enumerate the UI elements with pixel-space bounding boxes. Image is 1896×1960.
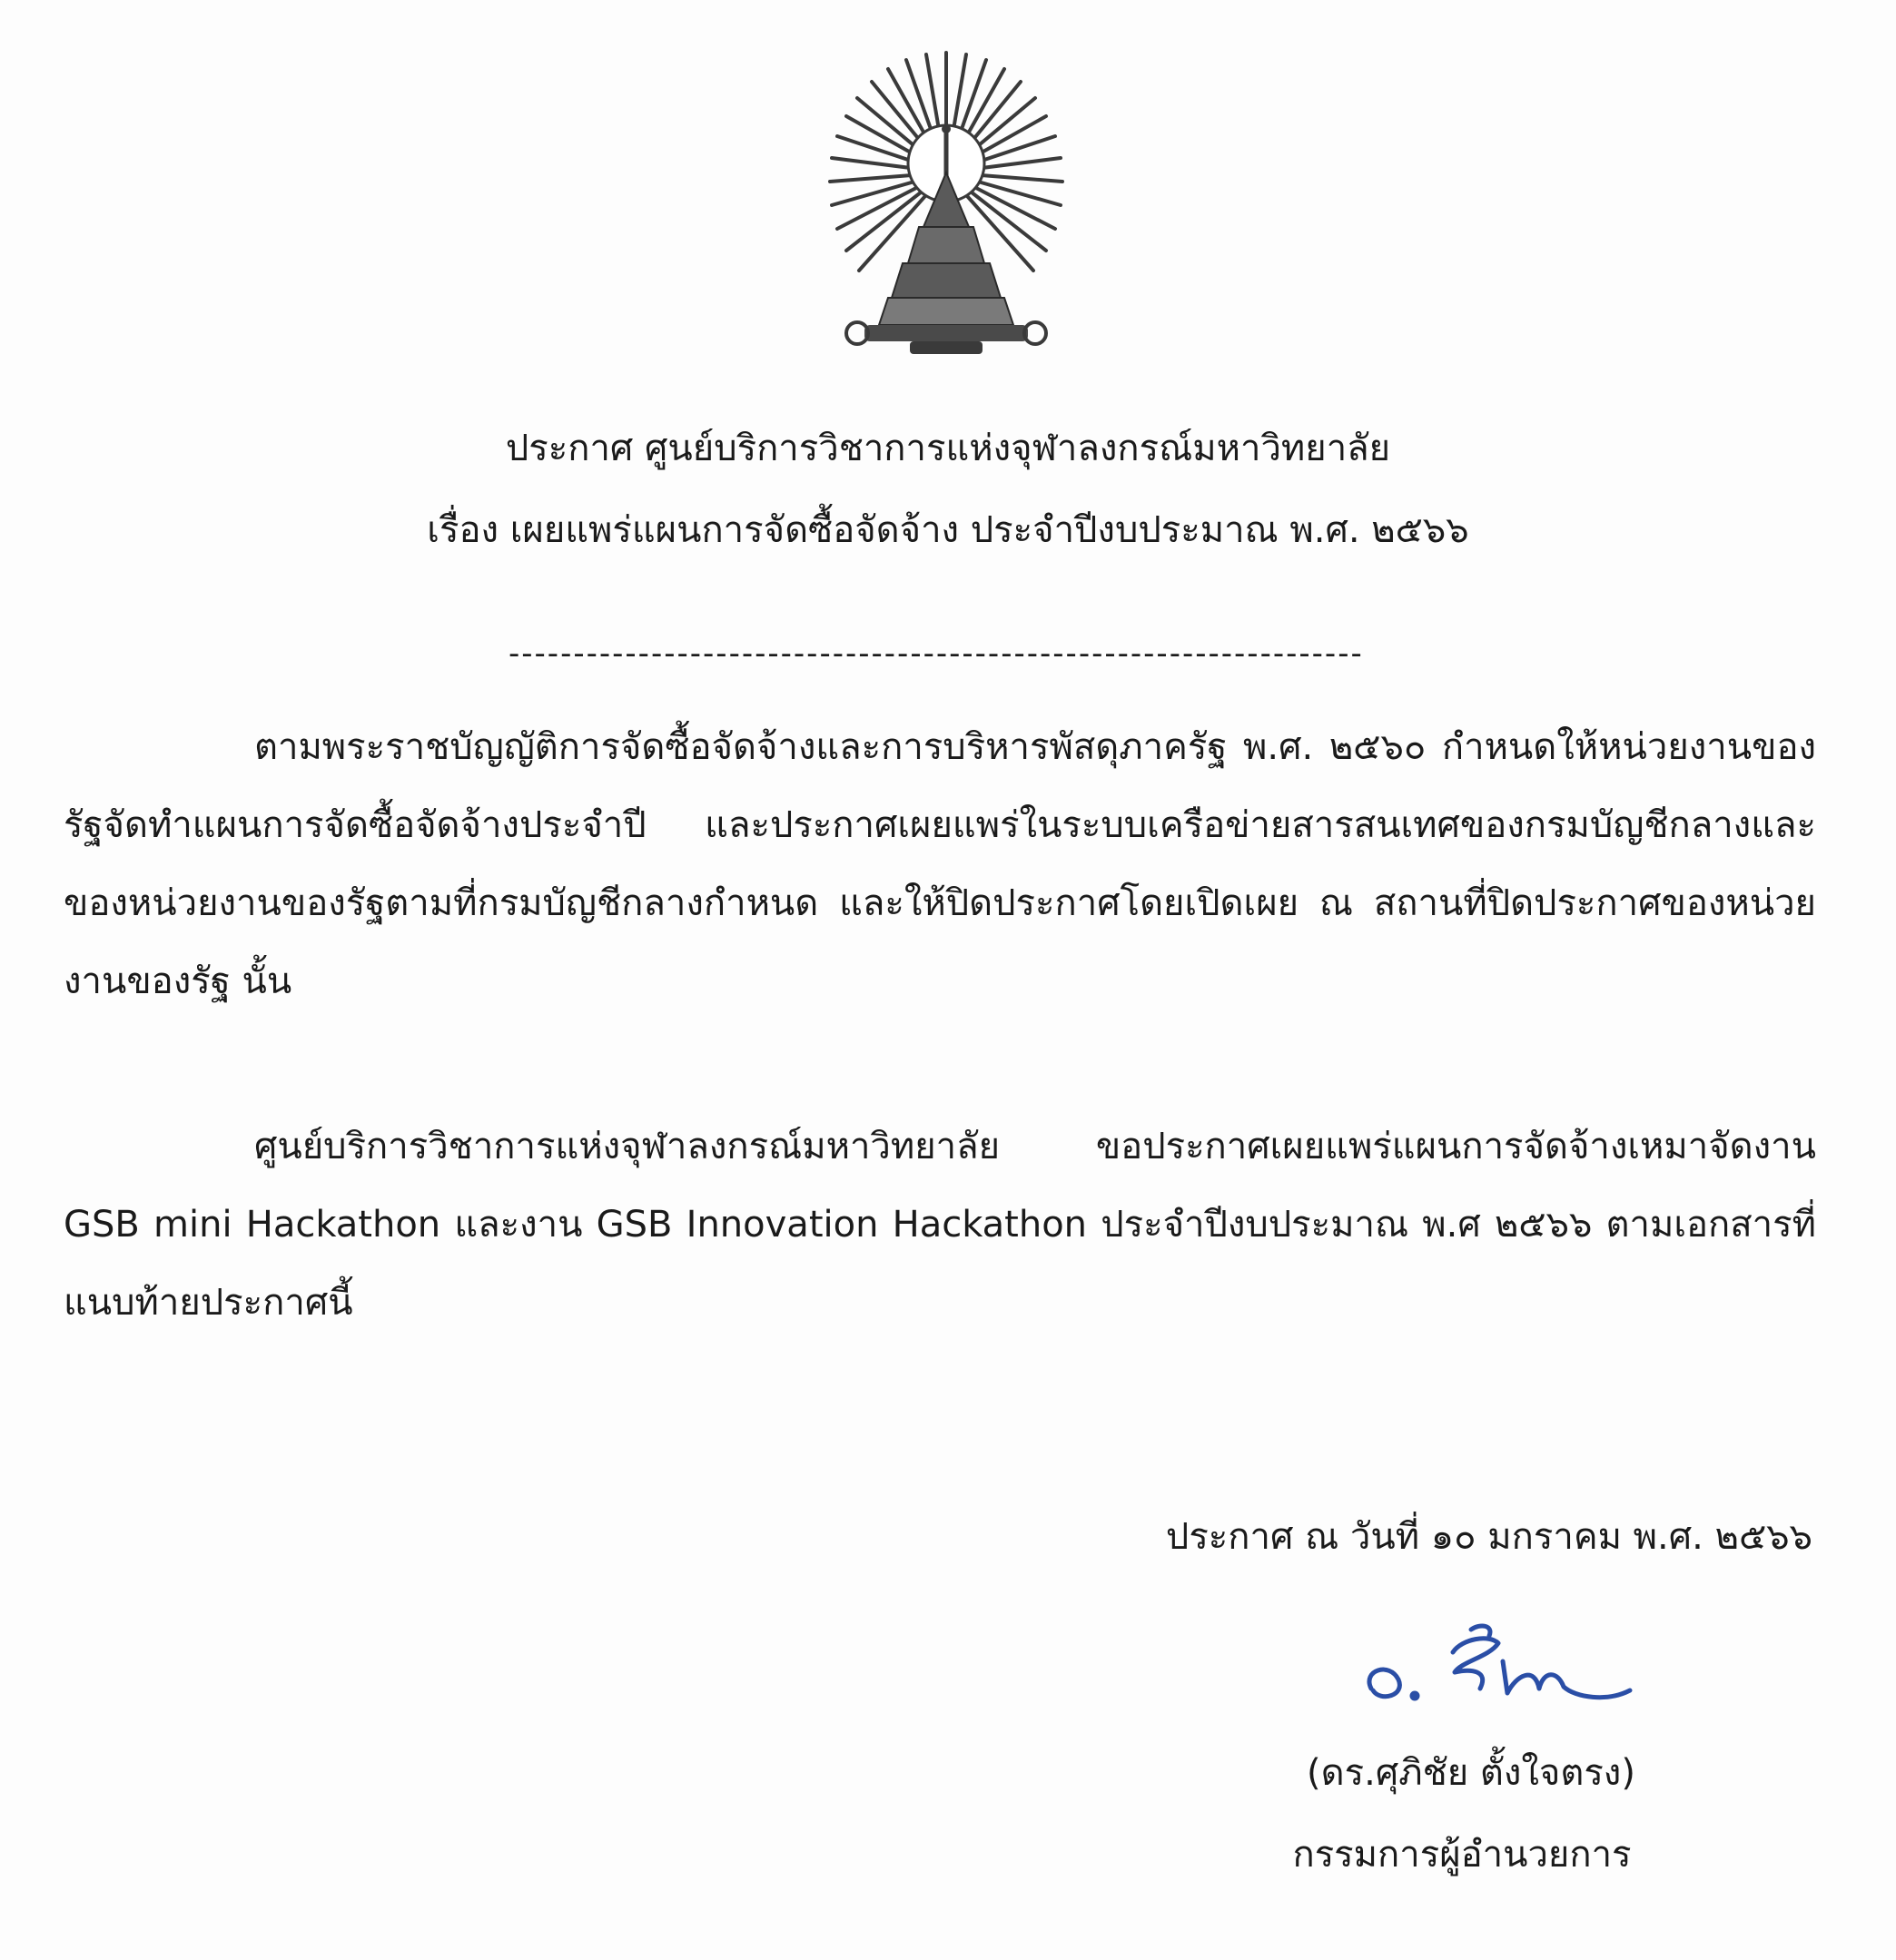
body-paragraph-2: ศูนย์บริการวิชาการแห่งจุฬาลงกรณ์มหาวิทยาลัย ขอประกาศเผยแพร่แผนการจัดจ้างเหมาจัดงาน GSB mini Hackathon และงาน GSB Innovation Hackathon ประจำปีงบประมาณ พ.ศ ๒๕๖๖ ตามเอกสารที่แนบท้ายประกาศนี้ — [64, 1126, 1816, 1324]
signer-title: กรรมการผู้อำนวยการ — [1292, 1834, 1632, 1876]
dashed-divider: ------------------------------------------------------------------ — [509, 635, 1364, 672]
university-emblem-icon — [819, 45, 1073, 363]
body-paragraph-1: ตามพระราชบัญญัติการจัดซื้อจัดจ้างและการบริหารพัสดุภาครัฐ พ.ศ. ๒๕๖๐ กำหนดให้หน่วยงานของรัฐจัดทำแผนการจัดซื้อจัดจ้างประจำปี และประกาศเผยแพร่ในระบบเครือข่ายสารสนเทศของกรมบัญชีกลางและของหน่วยงานของรัฐตามที่กรมบัญชีกลางกำหนด และให้ปิดประกาศโดยเปิดเผย ณ สถานที่ปิดประกาศของหน่วยงานของรัฐ นั้น — [64, 726, 1816, 1002]
signature-image — [1353, 1616, 1644, 1725]
announcement-title: ประกาศ ศูนย์บริการวิชาการแห่งจุฬาลงกรณ์มหาวิทยาลัย — [505, 428, 1391, 469]
signer-name: (ดร.ศุภิชัย ตั้งใจตรง) — [1307, 1752, 1635, 1794]
announcement-date: ประกาศ ณ วันที่ ๑๐ มกราคม พ.ศ. ๒๕๖๖ — [1165, 1516, 1812, 1558]
announcement-subject: เรื่อง เผยแพร่แผนการจัดซื้อจัดจ้าง ประจำปีงบประมาณ พ.ศ. ๒๕๖๖ — [427, 509, 1469, 551]
